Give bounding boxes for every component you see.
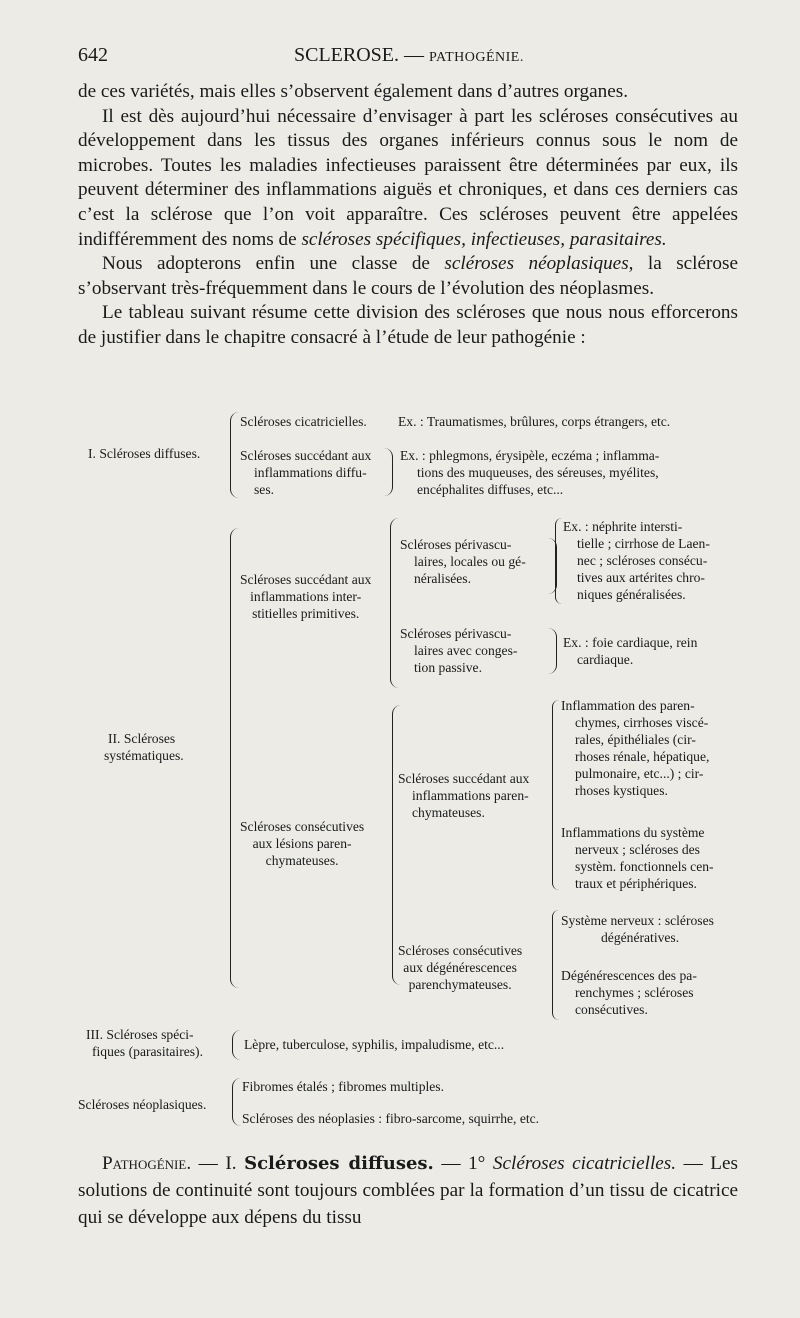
c2a1e-l5: niques généralisées. (577, 587, 686, 602)
c2b1ea-l3: rales, épithéliales (cir- (575, 732, 696, 747)
pathogenie-bold: Scléroses diffuses. (244, 1153, 434, 1174)
cicatricielles-examples: Ex. : Traumatismes, brûlures, corps étrangers, etc. (398, 414, 671, 429)
c2a2-l1: Scléroses périvascu- (400, 626, 512, 641)
specifiques-examples: Lèpre, tuberculose, syphilis, impaludisme, etc... (244, 1037, 505, 1052)
c2b2-l2: aux dégénérescences (403, 960, 517, 975)
cat3-l1: III. Scléroses spéci- (86, 1027, 194, 1042)
intro-text (78, 80, 738, 351)
category-specifiques (86, 1026, 203, 1060)
cat2-l2: systématiques. (104, 748, 184, 763)
c2a1-l1: Scléroses périvascu- (400, 537, 512, 552)
intro-paragraph-4: Le tableau suivant résume cette division des scléroses que nous nous efforcerons de justifier dans le chapitre consacré à l’étude de leur pathogénie : (78, 302, 738, 348)
fibromes: Fibromes étalés ; fibromes multiples. (242, 1079, 444, 1094)
pathogenie-rest: — Les solutions de continuité sont toujours comblées par la formation d’un tissu de cicatrice qui se développe aux dépens du tissu (78, 1153, 739, 1228)
cat3-l2: fiques (parasitaires). (92, 1044, 203, 1059)
succedant-diffuses-examples (400, 447, 740, 498)
c2a-l3: stitielles primitives. (252, 606, 360, 621)
sde-l2: tions des muqueuses, des séreuses, myélites, (417, 465, 659, 480)
c2b1eb-l4: traux et périphériques. (575, 876, 697, 891)
perivasculaires-locales (400, 536, 526, 587)
c2b2eb-l1: Dégénérescences des pa- (561, 968, 697, 983)
brace-degenerescences (552, 910, 559, 1020)
degenerescences-ex-b (561, 967, 739, 1018)
c2a-l2: inflammations inter- (250, 589, 362, 604)
perivasculaires-congestion-examples (563, 634, 697, 668)
intro-p3-a: Nous adopterons enfin une classe de (102, 253, 430, 275)
c2b1ea-l4: rhoses rénale, hépatique, (575, 749, 710, 764)
perivasculaires-locales-examples (563, 518, 739, 603)
c2b1eb-l2: nerveux ; scléroses des (575, 842, 700, 857)
c2b1ea-l5: pulmonaire, etc...) ; cir- (575, 766, 704, 781)
c2b2-l3: parenchymateuses. (408, 977, 512, 992)
intro-p3-b: , la sclérose s’observant très-fréquemment dans le cours de l’évolution des néoplasmes. (78, 253, 738, 299)
c2b2eb-l3: consécutives. (575, 1002, 648, 1017)
c2b1ea-l6: rhoses kystiques. (575, 783, 668, 798)
brace-systematiques (230, 528, 239, 988)
page-number: 642 (78, 44, 108, 66)
parenchymes-examples (561, 697, 739, 799)
neoplasies: Scléroses des néoplasies : fibro-sarcome, squirrhe, etc. (242, 1111, 540, 1126)
intro-p3-italic: scléroses néoplasiques (444, 253, 629, 275)
brace-diffuses (230, 412, 239, 498)
cicatricielles: Scléroses cicatricielles. (240, 414, 367, 429)
consecutives-degenerescences (398, 942, 522, 993)
c2a1-l2: laires, locales ou gé- (414, 554, 526, 569)
c2b2ea-l1: Système nerveux : scléroses (561, 913, 714, 928)
c2a2-l3: tion passive. (414, 660, 482, 675)
category-diffuses: I. Scléroses diffuses. (88, 446, 201, 461)
consecutives-lesions (240, 818, 364, 869)
c2a-l1: Scléroses succédant aux (240, 572, 372, 587)
c2b2eb-l2: renchymes ; scléroses (575, 985, 694, 1000)
c2a1e-l2: tielle ; cirrhose de Laen- (577, 536, 710, 551)
c2b1-l1: Scléroses succédant aux (398, 771, 530, 786)
c2b-l2: aux lésions paren- (252, 836, 352, 851)
header-subtitle: PATHOGÉNIE. (429, 50, 524, 65)
c2a2-l2: laires avec conges- (414, 643, 518, 658)
intro-paragraph-2 (78, 105, 738, 253)
category-neoplasiques: Scléroses néoplasiques. (78, 1097, 207, 1112)
sde-l1: Ex. : phlegmons, érysipèle, eczéma ; inflamma- (400, 448, 660, 463)
brace-interstitielles (390, 518, 399, 688)
brace-neoplasiques (232, 1078, 241, 1126)
intro-paragraph-3 (78, 252, 738, 301)
succedant-parenchymateuses (398, 770, 529, 821)
intro-line-1: de ces variétés, mais elles s’observent également dans d’autres organes. (78, 81, 629, 102)
c2b2ea-l2: dégénératives. (601, 930, 680, 945)
running-header (78, 44, 738, 74)
pathogenie-section (78, 1150, 738, 1231)
intro-p2-italic: scléroses spécifiques, infectieuses, parasitaires. (301, 228, 667, 250)
header-title-main: SCLEROSE. — (294, 44, 425, 66)
c2b1-l3: chymateuses. (412, 805, 485, 820)
c2b1ea-l1: Inflammation des paren- (561, 698, 695, 713)
c2b-l1: Scléroses consécutives (240, 819, 365, 834)
c2b1-l2: inflammations paren- (412, 788, 529, 803)
brace-perivasc-1-ex (555, 518, 562, 604)
succedant-diffuses-l3: ses. (254, 482, 275, 497)
intro-p2-text: Il est dès aujourd’hui nécessaire d’envisager à part les scléroses consécutives au développement dans les tissus des organes inférieurs connus sous le nom de microbes. Toutes les maladies infectieuses paraissent être déterminées par eux, ils peuvent déterminer des inflammations aiguës et chroniques, et dans ces derniers cas c’est la sclérose que l’on voit apparaître. Ces scléroses peuvent être appelées indifféremment des noms de (78, 105, 738, 250)
c2a1e-l4: tives aux artérites chro- (577, 570, 705, 585)
perivasculaires-congestion (400, 625, 517, 676)
brace-diffuses-right (384, 448, 393, 496)
header-title (294, 44, 524, 67)
degenerescences-ex-a (561, 912, 714, 946)
brace-specifiques (232, 1030, 241, 1060)
c2a2e-l2: cardiaque. (577, 652, 634, 667)
category-systematiques (104, 730, 184, 764)
c2b2-l1: Scléroses consécutives (398, 943, 523, 958)
c2a2e-l1: Ex. : foie cardiaque, rein (563, 635, 698, 650)
succedant-diffuses (240, 447, 371, 498)
cat2-l1: II. Scléroses (108, 731, 176, 746)
c2b1eb-l3: systèm. fonctionnels cen- (575, 859, 714, 874)
pathogenie-mid: — 1° (441, 1153, 486, 1174)
brace-perivasc-2 (548, 628, 557, 674)
c2b1ea-l2: chymes, cirrhoses viscé- (575, 715, 709, 730)
sde-l3: encéphalites diffuses, etc... (417, 482, 564, 497)
pathogenie-lead: Pathogénie. — I. (102, 1153, 237, 1174)
pathogenie-italic: Scléroses cicatricielles. (492, 1153, 677, 1174)
brace-parenchym-ex (552, 700, 559, 890)
succedant-diffuses-l2: inflammations diffu- (254, 465, 367, 480)
c2b1eb-l1: Inflammations du système (561, 825, 705, 840)
succedant-diffuses-l1: Scléroses succédant aux (240, 448, 372, 463)
succedant-interstitielles (240, 571, 371, 622)
c2b-l3: chymateuses. (265, 853, 339, 868)
c2a1-l3: néralisées. (414, 571, 471, 586)
pathogenie-paragraph (78, 1150, 738, 1231)
c2a1e-l3: nec ; scléroses consécu- (577, 553, 708, 568)
nerveux-examples (561, 824, 739, 892)
c2a1e-l1: Ex. : néphrite intersti- (563, 519, 683, 534)
